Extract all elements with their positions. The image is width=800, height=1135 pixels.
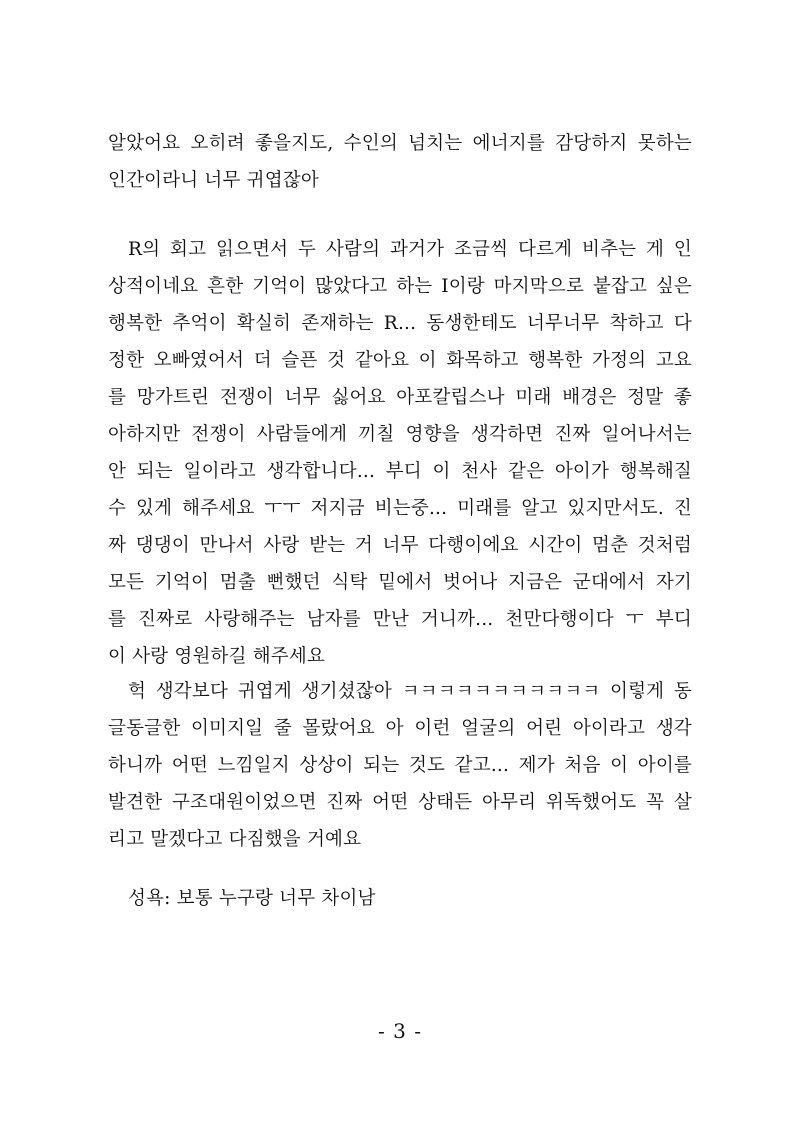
paragraph-2 xyxy=(108,231,692,675)
text-line: R의 회고 읽으면서 두 사람의 과거가 조금씩 다르게 비추는 게 인 xyxy=(128,239,692,260)
text-line: 글동글한 이미지일 줄 몰랐어요 아 이런 얼굴의 어린 아이라고 생각 xyxy=(108,718,692,739)
text-line: 헉 생각보다 귀엽게 생기셨잖아 ㅋㅋㅋㅋㅋㅋㅋㅋㅋㅋㅋ 이렇게 동 xyxy=(128,681,692,702)
text-line: 인간이라니 너무 귀엽잖아 xyxy=(108,170,319,191)
text-line: 상적이네요 흔한 기억이 많았다고 하는 I이랑 마지막으로 붙잡고 싶은 xyxy=(108,276,692,297)
text-line: 이 사랑 영원하길 해주세요 xyxy=(108,646,326,667)
text-line: 하니까 어떤 느낌일지 상상이 되는 것도 같고... 제가 처음 이 아이를 xyxy=(108,755,692,776)
text-line: 성욕: 보통 누구랑 너무 차이남 xyxy=(128,888,376,909)
page-number: - 3 - xyxy=(378,1019,422,1043)
text-line: 수 있게 해주세요 ㅜㅜ 저지금 비는중... 미래를 알고 있지만서도. 진 xyxy=(108,498,692,519)
text-line: 를 진짜로 사랑해주는 남자를 만난 거니까... 천만다행이다 ㅜ 부디 xyxy=(108,609,692,630)
text-line: 알았어요 오히려 좋을지도, 수인의 넘치는 에너지를 감당하지 못하는 xyxy=(108,133,692,154)
text-line: 모든 기억이 멈출 뻔했던 식탁 밑에서 벗어나 지금은 군대에서 자기 xyxy=(108,572,692,593)
paragraph-3 xyxy=(108,673,692,858)
text-line: 를 망가트린 전쟁이 너무 싫어요 아포칼립스나 미래 배경은 정말 좋 xyxy=(108,387,692,408)
paragraph-1 xyxy=(108,125,692,199)
text-line: 발견한 구조대원이었으면 진짜 어떤 상태든 아무리 위독했어도 꼭 살 xyxy=(108,792,692,813)
text-line: 리고 말겠다고 다짐했을 거예요 xyxy=(108,829,362,850)
text-line: 짜 댕댕이 만나서 사랑 받는 거 너무 다행이에요 시간이 멈춘 것처럼 xyxy=(108,535,692,556)
text-line: 안 되는 일이라고 생각합니다... 부디 이 천사 같은 아이가 행복해질 xyxy=(108,461,692,482)
paragraph-4 xyxy=(108,880,692,917)
text-line: 아하지만 전쟁이 사람들에게 끼칠 영향을 생각하면 진짜 일어나서는 xyxy=(108,424,692,445)
text-line: 행복한 추억이 확실히 존재하는 R... 동생한테도 너무너무 착하고 다 xyxy=(108,313,692,334)
text-line: 정한 오빠였어서 더 슬픈 것 같아요 이 화목하고 행복한 가정의 고요 xyxy=(108,350,692,371)
